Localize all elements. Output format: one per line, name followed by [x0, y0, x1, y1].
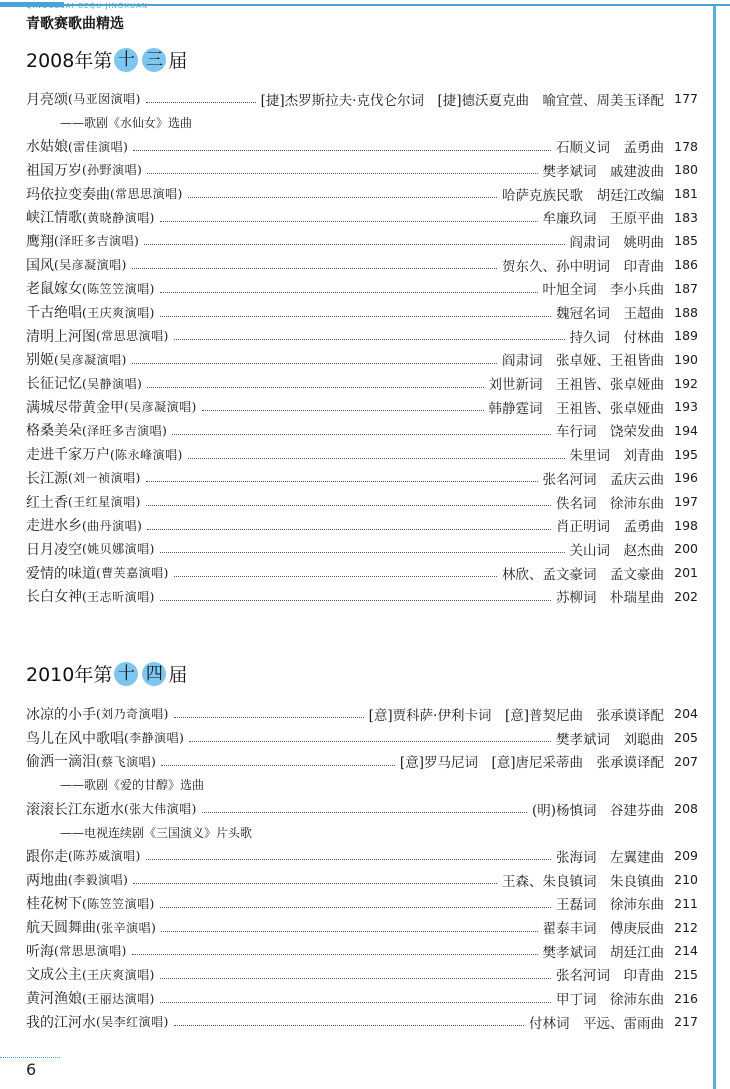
- leader-dots: [188, 197, 497, 198]
- leader-dots: [147, 529, 551, 530]
- toc-entry[interactable]: [26, 702, 698, 726]
- song-performer: (王庆爽演唱): [82, 305, 155, 320]
- song-performer: (刘乃奇演唱): [96, 707, 169, 722]
- song-performer: (马亚囡演唱): [68, 92, 141, 107]
- leader-dots: [202, 410, 484, 411]
- toc-entry[interactable]: [26, 915, 698, 939]
- toc-entry[interactable]: [26, 561, 698, 585]
- song-performer: (常思思演唱): [96, 329, 169, 344]
- entry-source-note: ——歌剧《水仙女》选曲: [60, 116, 193, 131]
- leader-dots: [161, 765, 395, 766]
- song-performer: (吴李红演唱): [96, 1015, 169, 1030]
- song-title: 长江源: [26, 470, 68, 487]
- leader-dots: [160, 907, 551, 908]
- song-credits: 阎肃词 姚明曲: [569, 234, 664, 251]
- song-credits: 翟泰丰词 傅庚辰曲: [542, 921, 664, 938]
- leader-dots: [189, 741, 551, 742]
- song-title: 跟你走: [26, 848, 68, 865]
- song-title: 长白女神: [26, 589, 82, 606]
- toc-entry[interactable]: [26, 1010, 698, 1034]
- toc-entry[interactable]: [26, 797, 698, 821]
- song-performer: (常思思演唱): [110, 187, 183, 202]
- song-performer: (张辛演唱): [96, 920, 157, 935]
- song-title: 滚滚长江东逝水: [26, 801, 124, 818]
- contents-list-2008: [26, 87, 698, 608]
- section-number-circle: 十: [114, 662, 138, 686]
- song-performer: (李毅演唱): [68, 873, 129, 888]
- leader-dots: [172, 434, 551, 435]
- song-performer: (陈笠笠演唱): [82, 896, 155, 911]
- section-number-circle: 四: [142, 662, 166, 686]
- leader-dots: [160, 1002, 551, 1003]
- song-performer: (常思思演唱): [54, 944, 127, 959]
- page-ref: 186: [674, 257, 698, 273]
- section-year-label: 2010年第: [26, 664, 113, 686]
- song-credits: 苏柳词 朴瑞星曲: [556, 590, 664, 607]
- song-credits: 林欣、孟文豪词 孟文豪曲: [502, 566, 664, 583]
- song-title: 我的江河水: [26, 1014, 96, 1031]
- song-performer: (泽旺多吉演唱): [54, 234, 140, 249]
- leader-dots: [160, 292, 538, 293]
- toc-entry[interactable]: [26, 537, 698, 561]
- leader-dots: [132, 954, 538, 955]
- section-suffix: 届: [168, 50, 188, 72]
- song-credits: 刘世新词 王祖皆、张卓娅曲: [488, 377, 664, 394]
- leader-dots: [132, 363, 497, 364]
- page-ref: 177: [674, 91, 698, 107]
- song-title: 鸟儿在风中歌唱: [26, 730, 124, 747]
- page-ref: 211: [674, 895, 698, 911]
- song-title: 红土香: [26, 494, 68, 511]
- song-title: 千古绝唱: [26, 305, 82, 322]
- leader-dots: [147, 173, 537, 174]
- section-number-circle: 十: [114, 48, 138, 72]
- page-ref: 188: [674, 304, 698, 320]
- song-credits: 张名河词 孟庆云曲: [542, 471, 664, 488]
- toc-entry[interactable]: [26, 348, 698, 372]
- toc-entry[interactable]: [26, 513, 698, 537]
- song-credits: 魏冠名词 王超曲: [556, 306, 664, 323]
- song-credits: 付林词 平远、雷雨曲: [529, 1015, 664, 1032]
- song-performer: (吴彦凝演唱): [54, 352, 127, 367]
- leader-dots: [160, 552, 565, 553]
- page-ref: 216: [674, 990, 698, 1006]
- page-ref: 180: [674, 162, 698, 178]
- song-credits: 王磊词 徐沛东曲: [556, 897, 664, 914]
- song-credits: 樊孝斌词 戚建波曲: [542, 163, 664, 180]
- song-credits: 叶旭全词 李小兵曲: [542, 282, 664, 299]
- entry-source-note: ——电视连续剧《三国演义》片头歌: [60, 825, 253, 840]
- section-title-2010: [26, 660, 187, 687]
- contents-list-2010: [26, 702, 698, 1034]
- section-number-circle: 三: [142, 48, 166, 72]
- song-title: 峡江情歌: [26, 210, 82, 227]
- song-title: 别姬: [26, 352, 54, 369]
- song-credits: 朱里词 刘青曲: [569, 448, 664, 465]
- page-ref: 215: [674, 966, 698, 982]
- song-performer: (吴彦凝演唱): [54, 258, 127, 273]
- song-credits: 车行词 饶荣发曲: [556, 424, 664, 441]
- song-performer: (李静演唱): [124, 731, 185, 746]
- toc-entry[interactable]: [26, 134, 698, 158]
- song-credits: 阎肃词 张卓娅、王祖皆曲: [502, 353, 664, 370]
- song-performer: (泽旺多吉演唱): [82, 423, 168, 438]
- page-ref: 187: [674, 280, 698, 296]
- page-ref: 178: [674, 138, 698, 154]
- song-credits: 甲丁词 徐沛东曲: [556, 992, 664, 1009]
- toc-entry[interactable]: [26, 584, 698, 608]
- page-ref: 201: [674, 565, 698, 581]
- page-ref: 195: [674, 446, 698, 462]
- song-title: 老鼠嫁女: [26, 281, 82, 298]
- song-title: 两地曲: [26, 872, 68, 889]
- song-performer: (王庆爽演唱): [82, 967, 155, 982]
- toc-entry[interactable]: [26, 395, 698, 419]
- song-title: 航天圆舞曲: [26, 920, 96, 937]
- song-title: 月亮颂: [26, 91, 68, 108]
- page-ref: 204: [674, 706, 698, 722]
- song-title: 日月凌空: [26, 541, 82, 558]
- entry-source-note: ——歌剧《爱的甘醇》选曲: [60, 778, 205, 793]
- page-ref: 197: [674, 494, 698, 510]
- song-credits: 佚名词 徐沛东曲: [556, 495, 664, 512]
- leader-dots: [146, 102, 256, 103]
- song-performer: (张大伟演唱): [124, 802, 197, 817]
- song-performer: (王志昕演唱): [82, 589, 155, 604]
- song-title: 玛依拉变奏曲: [26, 186, 110, 203]
- song-title: 冰凉的小手: [26, 706, 96, 723]
- song-performer: (陈苏威演唱): [68, 849, 141, 864]
- song-title: 祖国万岁: [26, 162, 82, 179]
- page-ref: 208: [674, 801, 698, 817]
- page-ref: 183: [674, 209, 698, 225]
- toc-entry[interactable]: [26, 324, 698, 348]
- leader-dots: [133, 883, 497, 884]
- page-number: 6: [26, 1060, 37, 1079]
- song-performer: (姚贝娜演唱): [82, 542, 155, 557]
- song-title: 桂花树下: [26, 896, 82, 913]
- page-ref: 207: [674, 753, 698, 769]
- toc-entry[interactable]: [26, 87, 698, 111]
- leader-dots: [147, 387, 483, 388]
- song-title: 国风: [26, 257, 54, 274]
- song-title: 水姑娘: [26, 139, 68, 156]
- song-title: 清明上河图: [26, 328, 96, 345]
- song-credits: 持久词 付林曲: [569, 329, 664, 346]
- page-ref: 190: [674, 351, 698, 367]
- leader-dots: [144, 244, 564, 245]
- toc-entry[interactable]: [26, 963, 698, 987]
- toc-entry[interactable]: [26, 277, 698, 301]
- song-title: 走进千家万户: [26, 447, 110, 464]
- song-title: 鹰翔: [26, 233, 54, 250]
- page-ref: 192: [674, 375, 698, 391]
- leader-dots: [160, 316, 551, 317]
- song-credits: 关山词 赵杰曲: [569, 542, 664, 559]
- leader-dots: [146, 859, 551, 860]
- song-performer: (陈笠笠演唱): [82, 281, 155, 296]
- page-ref: 198: [674, 517, 698, 533]
- song-credits: [捷]杰罗斯拉夫·克伐仑尔词 [捷]德沃夏克曲 喻宜萱、周美玉译配: [260, 92, 664, 109]
- song-credits: 贺东久、孙中明词 印青曲: [502, 258, 664, 275]
- leader-dots: [174, 1025, 524, 1026]
- song-performer: (王红星演唱): [68, 495, 141, 510]
- toc-entry[interactable]: [26, 490, 698, 514]
- page-ref: 194: [674, 422, 698, 438]
- page-ref: 214: [674, 943, 698, 959]
- song-credits: 肖正明词 孟勇曲: [556, 519, 664, 536]
- leader-dots: [174, 717, 364, 718]
- leader-dots: [132, 268, 497, 269]
- toc-entry[interactable]: [26, 205, 698, 229]
- song-title: 格桑美朵: [26, 423, 82, 440]
- song-performer: (曲丹演唱): [82, 518, 143, 533]
- footer-rule: [0, 1057, 60, 1058]
- leader-dots: [202, 812, 527, 813]
- toc-entry[interactable]: [26, 253, 698, 277]
- song-performer: (刘一祯演唱): [68, 471, 141, 486]
- toc-entry[interactable]: [26, 158, 698, 182]
- song-performer: (吴静演唱): [82, 376, 143, 391]
- section-suffix: 届: [168, 664, 188, 686]
- song-credits: (明)杨慎词 谷建芬曲: [531, 802, 664, 819]
- song-credits: 石顺义词 孟勇曲: [556, 140, 664, 157]
- toc-entry[interactable]: [26, 466, 698, 490]
- song-performer: (吴彦凝演唱): [124, 400, 197, 415]
- song-title: 文成公主: [26, 967, 82, 984]
- song-credits: 樊孝斌词 胡廷江曲: [542, 944, 664, 961]
- song-title: 满城尽带黄金甲: [26, 399, 124, 416]
- song-credits: 韩静霆词 王祖皆、张卓娅曲: [488, 400, 664, 417]
- song-title: 爱情的味道: [26, 565, 96, 582]
- toc-entry[interactable]: [26, 419, 698, 443]
- toc-entry[interactable]: [26, 300, 698, 324]
- song-credits: 牟廉玖词 王原平曲: [542, 211, 664, 228]
- page-ref: 210: [674, 872, 698, 888]
- toc-entry[interactable]: [26, 986, 698, 1010]
- toc-entry[interactable]: [26, 892, 698, 916]
- toc-entry[interactable]: [26, 749, 698, 773]
- page-ref: 200: [674, 541, 698, 557]
- leader-dots: [133, 150, 551, 151]
- page-ref: 212: [674, 919, 698, 935]
- song-performer: (王丽达演唱): [82, 991, 155, 1006]
- song-credits: 王森、朱良镇词 朱良镇曲: [502, 873, 664, 890]
- toc-entry[interactable]: [26, 182, 698, 206]
- toc-entry[interactable]: [26, 442, 698, 466]
- toc-entry[interactable]: [26, 939, 698, 963]
- song-performer: (雷佳演唱): [68, 139, 129, 154]
- song-credits: [意]贾科萨·伊利卡词 [意]普契尼曲 张承谟译配: [368, 707, 664, 724]
- page-ref: 185: [674, 233, 698, 249]
- leader-dots: [146, 505, 551, 506]
- song-credits: [意]罗马尼词 [意]唐尼采蒂曲 张承谟译配: [399, 755, 664, 772]
- song-credits: 张海词 左翼建曲: [556, 849, 664, 866]
- song-performer: (孙野演唱): [82, 163, 143, 178]
- song-credits: 哈萨克族民歌 胡廷江改编: [502, 187, 664, 204]
- right-edge-bar: [713, 6, 716, 1089]
- song-performer: (陈永峰演唱): [110, 447, 183, 462]
- page-ref: 202: [674, 588, 698, 604]
- song-title: 长征记忆: [26, 376, 82, 393]
- header-title: 青歌赛歌曲精选: [26, 16, 124, 32]
- song-title: 听海: [26, 943, 54, 960]
- song-title: 黄河渔娘: [26, 991, 82, 1008]
- leader-dots: [160, 978, 551, 979]
- page-ref: 205: [674, 730, 698, 746]
- song-credits: 樊孝斌词 刘聪曲: [556, 731, 664, 748]
- toc-entry[interactable]: [26, 726, 698, 750]
- page-ref: 209: [674, 848, 698, 864]
- page-ref: 181: [674, 186, 698, 202]
- song-performer: (曹芙嘉演唱): [96, 566, 169, 581]
- leader-dots: [160, 221, 538, 222]
- toc-entry[interactable]: [26, 371, 698, 395]
- leader-dots: [174, 339, 565, 340]
- song-performer: (黄晓静演唱): [82, 210, 155, 225]
- leader-dots: [160, 600, 551, 601]
- section-title-2008: [26, 46, 187, 73]
- toc-entry[interactable]: [26, 844, 698, 868]
- leader-dots: [146, 481, 538, 482]
- song-title: 偷洒一滴泪: [26, 754, 96, 771]
- leader-dots: [188, 458, 565, 459]
- page-ref: 193: [674, 399, 698, 415]
- page-ref: 196: [674, 470, 698, 486]
- header-pinyin: QINGGESAI GEQU JINGXUAN: [26, 2, 149, 10]
- leader-dots: [161, 931, 537, 932]
- section-year-label: 2008年第: [26, 50, 113, 72]
- toc-entry[interactable]: [26, 868, 698, 892]
- toc-entry[interactable]: [26, 229, 698, 253]
- song-performer: (蔡飞演唱): [96, 754, 157, 769]
- song-title: 走进水乡: [26, 518, 82, 535]
- leader-dots: [174, 576, 497, 577]
- page-ref: 189: [674, 328, 698, 344]
- page-ref: 217: [674, 1014, 698, 1030]
- song-credits: 张名河词 印青曲: [556, 968, 664, 985]
